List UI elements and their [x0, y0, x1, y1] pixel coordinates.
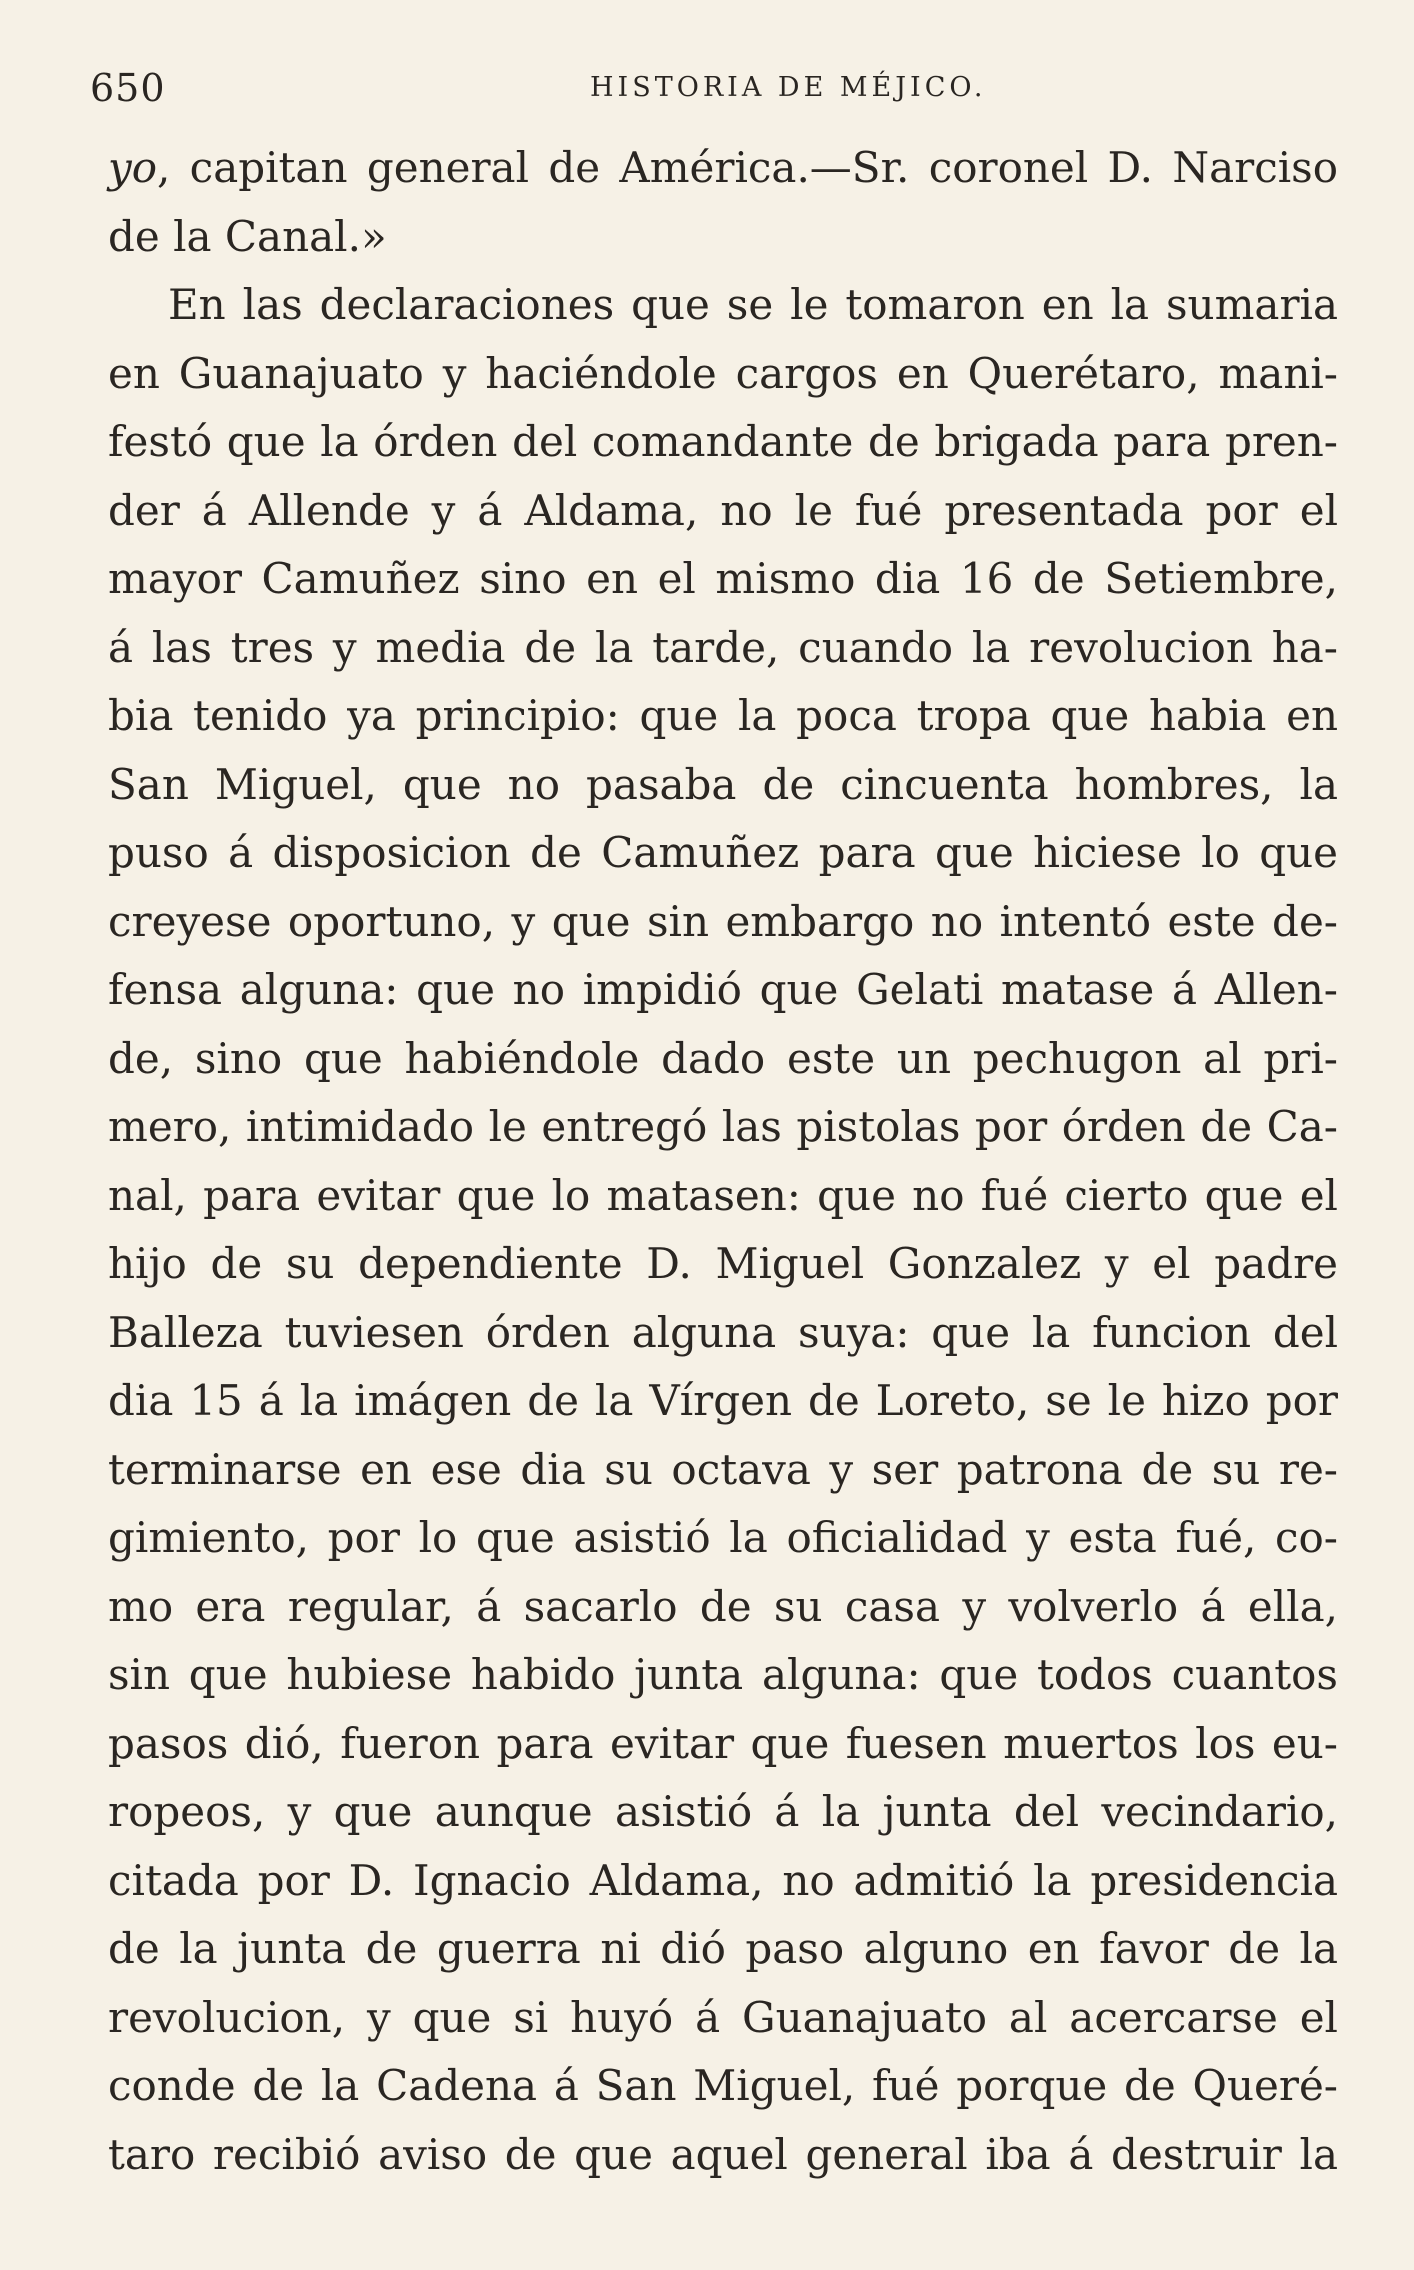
- italic-word: yo: [108, 143, 158, 192]
- text-line-14: de, sino que habiéndole dado este un pechugon al pri-: [108, 1033, 1338, 1083]
- line-1-rest: , capitan general de América.—Sr. coronel D. Narciso: [157, 143, 1338, 192]
- page-number: 650: [90, 66, 166, 110]
- text-line-26: citada por D. Ignacio Aldama, no admitió la presidencia: [108, 1855, 1338, 1905]
- text-line-15: mero, intimidado le entregó las pistolas por órden de Ca-: [108, 1102, 1338, 1151]
- text-line-7: mayor Camuñez sino en el mismo dia 16 de Setiembre,: [108, 554, 1338, 603]
- text-line-24: pasos dió, fueron para evitar que fuesen muertos los eu-: [108, 1718, 1338, 1768]
- text-line-17: hijo de su dependiente D. Miguel Gonzalez y el padre: [108, 1239, 1338, 1288]
- text-line-20: terminarse en ese dia su octava y ser patrona de su re-: [108, 1444, 1338, 1494]
- text-line-4: en Guanajuato y haciéndole cargos en Querétaro, mani-: [108, 348, 1338, 398]
- text-line-3: En las declaraciones que se le tomaron en la sumaria: [168, 280, 1338, 329]
- text-line-9: bia tenido ya principio: que la poca tropa que habia en: [108, 691, 1338, 740]
- text-line-11: puso á disposicion de Camuñez para que hiciese lo que: [108, 828, 1338, 877]
- text-line-27: de la junta de guerra ni dió paso alguno en favor de la: [108, 1924, 1338, 1973]
- text-line-10: San Miguel, que no pasaba de cincuenta hombres, la: [108, 759, 1338, 809]
- body-text: [108, 134, 1338, 2189]
- text-line-6: der á Allende y á Aldama, no le fué presentada por el: [108, 485, 1338, 535]
- text-line-16: nal, para evitar que lo matasen: que no fué cierto que el: [108, 1170, 1338, 1220]
- text-line-21: gimiento, por lo que asistió la oficialidad y esta fué, co-: [108, 1513, 1338, 1562]
- text-line-23: sin que hubiese habido junta alguna: que todos cuantos: [108, 1650, 1338, 1699]
- running-head: HISTORIA DE MÉJICO.: [590, 72, 987, 103]
- text-line-28: revolucion, y que si huyó á Guanajuato al acercarse el: [108, 1992, 1338, 2042]
- text-line-18: Balleza tuviesen órden alguna suya: que la funcion del: [108, 1307, 1338, 1357]
- text-line-8: á las tres y media de la tarde, cuando la revolucion ha-: [108, 622, 1338, 672]
- text-line-29: conde de la Cadena á San Miguel, fué porque de Queré-: [108, 2061, 1338, 2110]
- text-line-30: taro recibió aviso de que aquel general iba á destruir la: [108, 2129, 1338, 2179]
- text-line-25: ropeos, y que aunque asistió á la junta del vecindario,: [108, 1787, 1338, 1836]
- text-line-1: [108, 134, 1338, 203]
- text-line-22: mo era regular, á sacarlo de su casa y volverlo á ella,: [108, 1581, 1338, 1631]
- text-line-12: creyese oportuno, y que sin embargo no intentó este de-: [108, 896, 1338, 946]
- text-line-13: fensa alguna: que no impidió que Gelati matase á Allen-: [108, 965, 1338, 1014]
- page-header: [90, 58, 1350, 118]
- text-line-19: dia 15 á la imágen de la Vírgen de Loreto, se le hizo por: [108, 1376, 1338, 1425]
- text-line-2: de la Canal.»: [108, 211, 387, 261]
- text-line-5: festó que la órden del comandante de brigada para pren-: [108, 417, 1338, 466]
